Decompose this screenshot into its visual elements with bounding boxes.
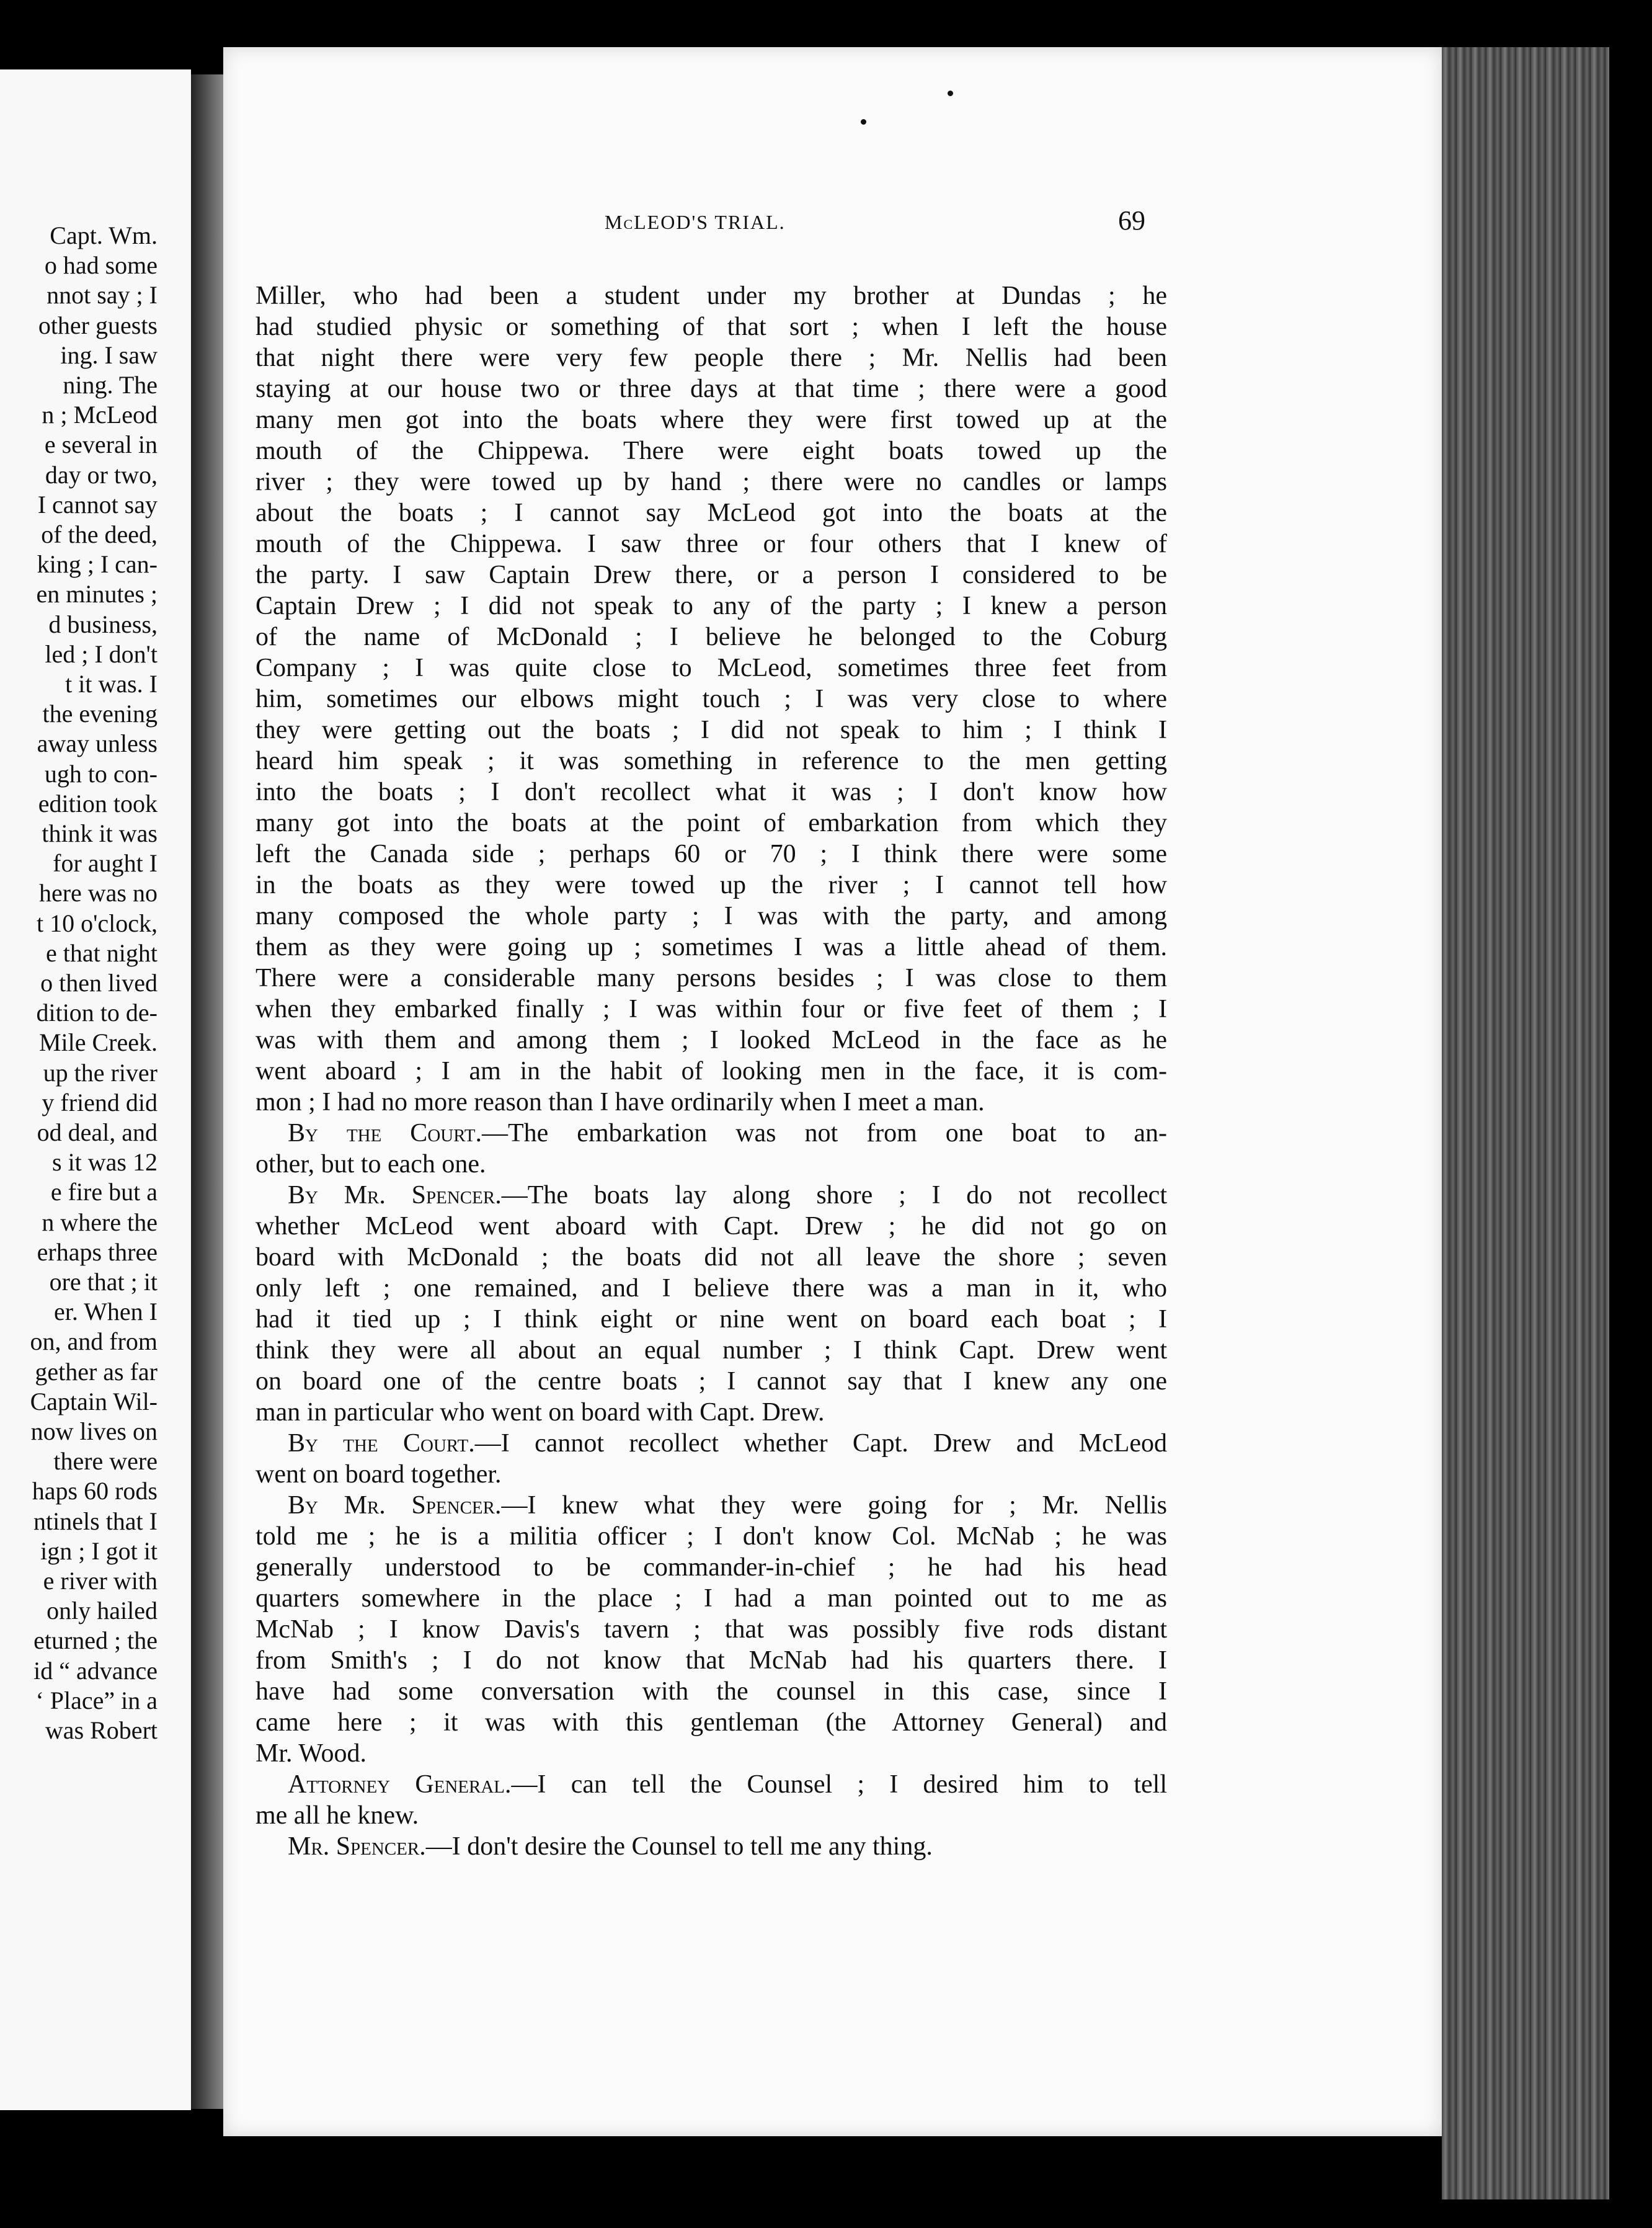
facing-page-line: gether as far — [35, 1357, 158, 1386]
text-line: Captain Drew ; I did not speak to any of the party ; I knew a person — [255, 592, 1167, 620]
facing-page-line: d business, — [48, 610, 158, 638]
text-line: —I cannot recollect whether Capt. Drew and McLeod — [474, 1429, 1167, 1458]
text-line: heard him speak ; it was something in reference to the men getting — [255, 747, 1167, 775]
text-line: in the boats as they were towed up the river ; I cannot tell how — [255, 871, 1167, 899]
facing-page-line: nnot say ; I — [47, 281, 158, 310]
facing-page-line: e fire but a — [50, 1178, 158, 1206]
facing-page-line: erhaps three — [37, 1237, 158, 1266]
facing-page-line: t it was. I — [65, 670, 158, 698]
ink-speck — [861, 119, 866, 125]
facing-page-line: here was no — [38, 879, 158, 907]
facing-page-line: up the river — [43, 1058, 158, 1087]
facing-page-line: n ; McLeod — [42, 401, 158, 429]
text-line: went on board together. — [255, 1460, 502, 1489]
text-line: —I can tell the Counsel ; I desired him to tell — [511, 1770, 1167, 1799]
testimony-paragraph — [255, 280, 1167, 1118]
facing-page-line: o had some — [44, 251, 158, 280]
text-line: had studied physic or something of that sort ; when I left the house — [255, 313, 1167, 341]
text-line: into the boats ; I don't recollect what it was ; I don't know how — [255, 778, 1167, 806]
text-line: only left ; one remained, and I believe there was a man in it, who — [255, 1274, 1167, 1303]
facing-page-line: id “ advance — [33, 1656, 158, 1685]
facing-page-line: now lives on — [30, 1417, 158, 1445]
speaker-label: By the Court. — [288, 1429, 475, 1458]
facing-page-line: Capt. Wm. — [50, 221, 158, 249]
facing-page-left — [0, 69, 191, 2110]
spencer-examination-2 — [255, 1490, 1167, 1769]
text-line: they were getting out the boats ; I did not speak to him ; I think I — [255, 716, 1167, 744]
text-line: —The embarkation was not from one boat to an- — [482, 1119, 1167, 1147]
facing-page-line: ing. I saw — [60, 341, 158, 369]
facing-page-line: day or two, — [45, 460, 158, 489]
page-number: 69 — [1118, 205, 1145, 236]
text-line: many composed the whole party ; I was with the party, and among — [255, 902, 1167, 930]
text-line: —I knew what they were going for ; Mr. Nellis — [501, 1491, 1167, 1520]
facing-page-line: led ; I don't — [45, 639, 158, 668]
text-line: Company ; I was quite close to McLeod, sometimes three feet from — [255, 654, 1167, 682]
facing-page-line: o then lived — [40, 969, 158, 997]
text-line: There were a considerable many persons besides ; I was close to them — [255, 964, 1167, 992]
text-line: man in particular who went on board with Capt. Drew. — [255, 1398, 825, 1427]
text-line: quarters somewhere in the place ; I had a man pointed out to me as — [255, 1584, 1167, 1613]
text-line: Miller, who had been a student under my brother at Dundas ; he — [255, 282, 1167, 310]
text-line: told me ; he is a militia officer ; I don't know Col. McNab ; he was — [255, 1522, 1167, 1551]
facing-page-line: t 10 o'clock, — [37, 909, 158, 937]
text-line: them as they were going up ; sometimes I was a little ahead of them. — [255, 933, 1167, 961]
text-line: board with McDonald ; the boats did not all leave the shore ; seven — [255, 1243, 1167, 1272]
facing-page-line: think it was — [42, 819, 158, 847]
text-line: many got into the boats at the point of embarkation from which they — [255, 809, 1167, 837]
facing-page-line: ugh to con- — [44, 759, 158, 788]
facing-page-line: od deal, and — [37, 1118, 158, 1146]
text-line: from Smith's ; I do not know that McNab had his quarters there. I — [255, 1646, 1167, 1675]
facing-page-line: e river with — [43, 1567, 158, 1595]
facing-page-line: there were — [53, 1447, 158, 1476]
facing-page-line: edition took — [38, 789, 158, 818]
text-line: staying at our house two or three days at that time ; there were a good — [255, 375, 1167, 403]
text-line: of the name of McDonald ; I believe he belonged to the Coburg — [255, 623, 1167, 651]
text-line: —I don't desire the Counsel to tell me any thing. — [425, 1832, 933, 1861]
text-line: him, sometimes our elbows might touch ; I was very close to where — [255, 685, 1167, 713]
facing-page-line: ning. The — [63, 371, 158, 399]
text-line: mouth of the Chippewa. I saw three or four others that I knew of — [255, 530, 1167, 558]
facing-page-line: ntinels that I — [33, 1507, 158, 1535]
text-line: was with them and among them ; I looked McLeod in the face as he — [255, 1026, 1167, 1054]
facing-page-line: e several in — [44, 430, 158, 459]
text-line: left the Canada side ; perhaps 60 or 70 ; I think there were some — [255, 840, 1167, 868]
spencer-reply — [255, 1831, 1167, 1862]
speaker-label: By Mr. Spencer. — [288, 1491, 502, 1520]
facing-page-line: ‘ Place” in a — [35, 1686, 158, 1714]
facing-page-line: er. When I — [54, 1298, 158, 1326]
text-line: Mr. Wood. — [255, 1739, 367, 1768]
court-question-1 — [255, 1118, 1167, 1180]
text-line: think they were all about an equal number ; I think Capt. Drew went — [255, 1336, 1167, 1365]
text-line: on board one of the centre boats ; I cannot say that I knew any one — [255, 1367, 1167, 1396]
attorney-general-statement — [255, 1769, 1167, 1831]
speaker-label: Mr. Spencer. — [288, 1832, 426, 1861]
facing-page-line: was Robert — [45, 1716, 158, 1744]
facing-page-line: other guests — [38, 311, 158, 339]
text-line: river ; they were towed up by hand ; there were no candles or lamps — [255, 468, 1167, 496]
facing-page-line: on, and from — [30, 1327, 158, 1356]
book-page-edges — [1442, 47, 1609, 2199]
court-question-2 — [255, 1428, 1167, 1490]
facing-page-line: n where the — [42, 1208, 158, 1236]
text-line: —The boats lay along shore ; I do not recollect — [501, 1181, 1167, 1210]
text-line: mon ; I had no more reason than I have ordinarily when I meet a man. — [255, 1088, 985, 1116]
text-line: generally understood to be commander-in-chief ; he had his head — [255, 1553, 1167, 1582]
facing-page-line: s it was 12 — [52, 1148, 158, 1177]
speaker-label: By Mr. Spencer. — [288, 1181, 502, 1210]
text-line: came here ; it was with this gentleman (the Attorney General) and — [255, 1708, 1167, 1737]
text-line: McNab ; I know Davis's tavern ; that was possibly five rods distant — [255, 1615, 1167, 1644]
spencer-examination-1 — [255, 1180, 1167, 1428]
facing-page-line: I cannot say — [37, 490, 158, 519]
facing-page-line: ign ; I got it — [40, 1536, 158, 1565]
text-line: that night there were very few people there ; Mr. Nellis had been — [255, 344, 1167, 372]
facing-page-line: dition to de- — [36, 999, 158, 1027]
facing-page-line: the evening — [42, 700, 158, 728]
ink-speck — [948, 91, 953, 96]
speaker-label: Attorney General. — [288, 1770, 512, 1799]
running-title: McLEOD'S TRIAL. — [605, 211, 786, 233]
facing-page-line: for aught I — [53, 849, 158, 878]
text-line: when they embarked finally ; I was within four or five feet of them ; I — [255, 995, 1167, 1023]
facing-page-line: en minutes ; — [36, 580, 158, 608]
facing-page-line: haps 60 rods — [32, 1477, 158, 1505]
speaker-label: By the Court. — [288, 1119, 482, 1147]
facing-page-line: only hailed — [47, 1597, 158, 1625]
facing-page-line: of the deed, — [41, 520, 158, 548]
text-line: me all he knew. — [255, 1801, 419, 1830]
page-body — [255, 280, 1167, 1862]
text-line: other, but to each one. — [255, 1150, 486, 1179]
facing-page-line: y friend did — [42, 1088, 158, 1116]
facing-page-line: Captain Wil- — [30, 1387, 158, 1415]
text-line: mouth of the Chippewa. There were eight boats towed up the — [255, 437, 1167, 465]
facing-page-line: eturned ; the — [33, 1626, 158, 1655]
text-line: the party. I saw Captain Drew there, or a person I considered to be — [255, 561, 1167, 589]
facing-page-line: ore that ; it — [49, 1268, 158, 1296]
facing-page-line: away unless — [37, 729, 158, 758]
text-line: about the boats ; I cannot say McLeod got into the boats at the — [255, 499, 1167, 527]
text-line: many men got into the boats where they were first towed up at the — [255, 406, 1167, 434]
text-line: whether McLeod went aboard with Capt. Drew ; he did not go on — [255, 1212, 1167, 1241]
text-line: had it tied up ; I think eight or nine went on board each boat ; I — [255, 1305, 1167, 1334]
facing-page-line: king ; I can- — [37, 550, 158, 579]
book-gutter — [191, 74, 223, 2109]
text-line: went aboard ; I am in the habit of looking men in the face, it is com- — [255, 1057, 1167, 1085]
facing-page-line: Mile Creek. — [38, 1028, 158, 1057]
text-line: have had some conversation with the counsel in this case, since I — [255, 1677, 1167, 1706]
facing-page-line: e that night — [46, 938, 158, 967]
